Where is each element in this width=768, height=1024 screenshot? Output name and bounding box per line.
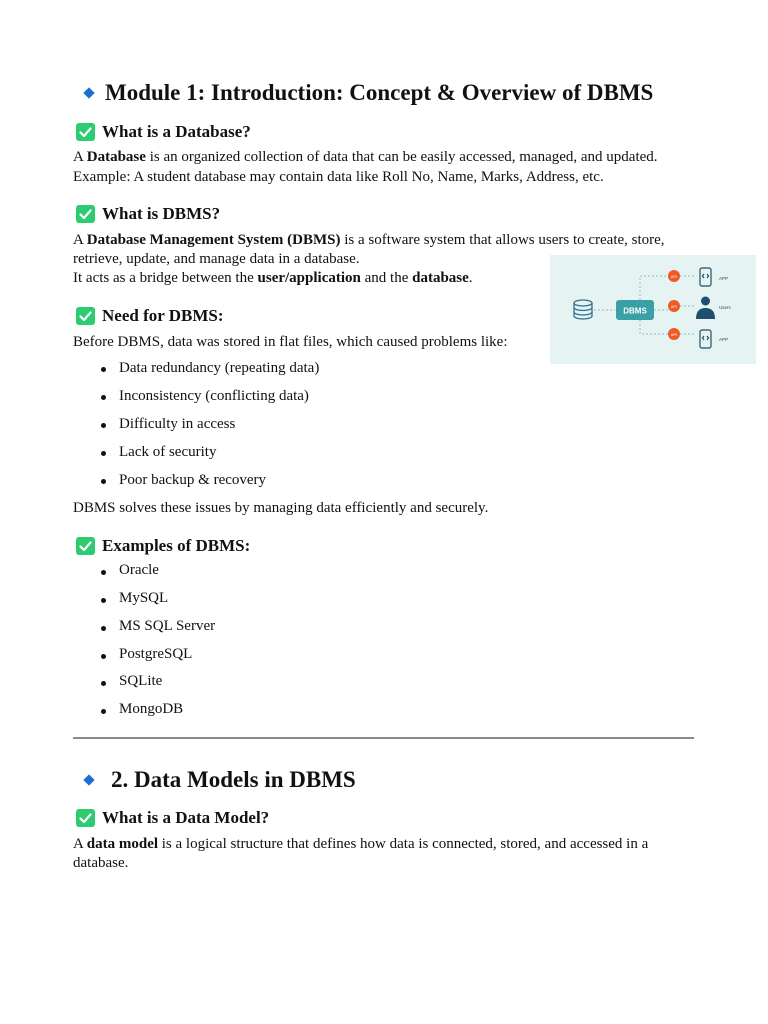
- dbms-definition-line-1: [73, 231, 665, 250]
- section-divider: [73, 737, 694, 739]
- text-run: A: [73, 149, 87, 165]
- list-item: PostgreSQL: [119, 646, 193, 662]
- bullet-icon: [101, 367, 106, 372]
- list-item: Lack of security: [119, 444, 217, 460]
- database-icon: [574, 300, 592, 319]
- text-run: It acts as a bridge between the: [73, 270, 258, 286]
- checkmark-icon: [76, 123, 95, 141]
- dbms-box-label: DBMS: [623, 306, 647, 316]
- list-item: MongoDB: [119, 701, 184, 717]
- api-gear-icon: [668, 270, 680, 282]
- section-heading-database: What is a Database?: [102, 122, 251, 141]
- term-user-application: user/application: [257, 270, 361, 286]
- checkmark-icon: [76, 809, 95, 827]
- checkmark-icon: [76, 205, 95, 223]
- data-model-definition: [73, 835, 648, 854]
- user-icon: [696, 297, 715, 320]
- list-item: Inconsistency (conflicting data): [119, 388, 309, 404]
- dbms-definition-line-2: retrieve, update, and manage data in a database.: [73, 251, 360, 267]
- api-label: API: [670, 274, 678, 279]
- dbms-architecture-diagram: [550, 255, 756, 364]
- list-item: MS SQL Server: [119, 618, 216, 634]
- module-1-title: Module 1: Introduction: Concept & Overview of DBMS: [105, 80, 654, 105]
- list-item: SQLite: [119, 673, 163, 689]
- diagram-graphic: [550, 255, 756, 364]
- term-database: database: [412, 270, 469, 286]
- term-data-model: data model: [86, 836, 159, 852]
- bullet-icon: [101, 709, 106, 714]
- bullet-icon: [101, 423, 106, 428]
- text-run: A: [73, 232, 87, 248]
- api-gear-icon: [668, 328, 680, 340]
- diamond-bullet-icon: [83, 87, 94, 98]
- need-intro: Before DBMS, data was stored in flat files, which caused problems like:: [73, 334, 508, 350]
- text-run: is a software system that allows users to create, store,: [340, 232, 665, 248]
- database-example: Example: A student database may contain data like Roll No, Name, Marks, Address, etc.: [73, 169, 604, 185]
- text-run: A: [73, 836, 87, 852]
- bullet-icon: [101, 654, 106, 659]
- database-definition: [73, 148, 658, 167]
- list-item: Difficulty in access: [119, 416, 236, 432]
- bullet-icon: [101, 451, 106, 456]
- diamond-bullet-icon: [83, 774, 94, 785]
- checkmark-icon: [76, 537, 95, 555]
- text-run: and the: [360, 270, 413, 286]
- need-outro: DBMS solves these issues by managing data efficiently and securely.: [73, 500, 489, 516]
- api-gear-icon: [668, 300, 680, 312]
- app-label: APP: [719, 276, 729, 281]
- checkmark-icon: [76, 307, 95, 325]
- text-run: .: [468, 270, 473, 286]
- list-item: MySQL: [119, 590, 169, 606]
- data-model-definition-line-2: database.: [73, 855, 129, 871]
- bullet-icon: [101, 626, 106, 631]
- list-item: Oracle: [119, 562, 159, 578]
- mobile-app-icon: [700, 268, 711, 286]
- mobile-app-icon: [700, 330, 711, 348]
- term-database: Database: [86, 149, 146, 165]
- term-dbms: Database Management System (DBMS): [86, 232, 341, 248]
- section-heading-dbms: What is DBMS?: [102, 204, 221, 223]
- bullet-icon: [101, 479, 106, 484]
- users-label: Users: [719, 305, 731, 310]
- section-heading-data-model: What is a Data Model?: [102, 808, 270, 827]
- text-run: is a logical structure that defines how data is connected, stored, and accessed in a: [158, 836, 649, 852]
- bullet-icon: [101, 570, 106, 575]
- app-label: APP: [719, 337, 729, 342]
- api-label: API: [670, 304, 678, 309]
- dbms-bridge-line: [73, 269, 473, 288]
- list-item: Poor backup & recovery: [119, 472, 267, 488]
- list-item: Data redundancy (repeating data): [119, 360, 320, 376]
- bullet-icon: [101, 395, 106, 400]
- section-heading-need: Need for DBMS:: [102, 306, 224, 325]
- api-label: API: [670, 332, 678, 337]
- module-2-title: 2. Data Models in DBMS: [111, 767, 356, 792]
- text-run: is an organized collection of data that can be easily accessed, managed, and updated.: [145, 149, 658, 165]
- section-heading-examples: Examples of DBMS:: [102, 536, 251, 555]
- bullet-icon: [101, 681, 106, 686]
- bullet-icon: [101, 598, 106, 603]
